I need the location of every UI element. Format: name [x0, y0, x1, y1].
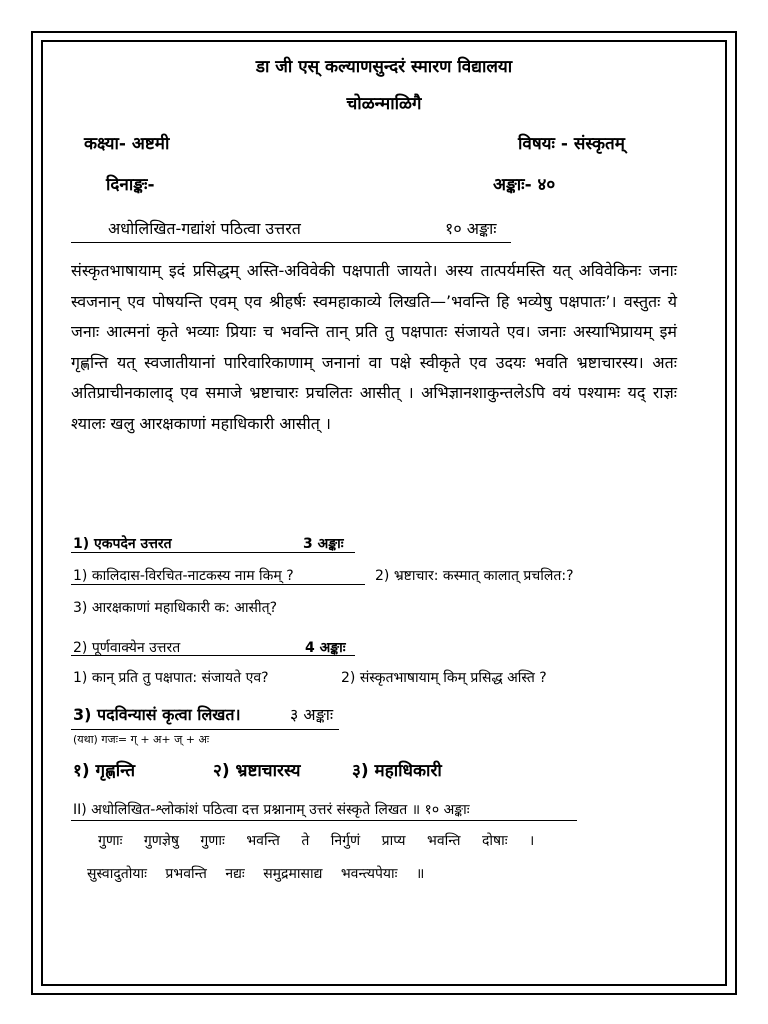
section3-underline: [71, 729, 339, 730]
subject-label: विषयः - संस्कृतम्: [518, 134, 625, 154]
section3-marks: ३ अङ्काः: [290, 705, 334, 724]
section4-underline: [71, 820, 577, 821]
section1-question-1: 1) कालिदास-विरचित-नाटकस्य नाम किम् ?: [73, 568, 294, 584]
section1-question-1-underline: [71, 584, 365, 585]
section3-title: 3) पदविन्यासं कृत्वा लिखत।: [73, 705, 241, 724]
section3-example: (यथा) गजः= ग् + अ+ ज् + अः: [73, 733, 210, 746]
school-name: डा जी एस् कल्याणसुन्दरं स्मारण विद्यालया: [255, 57, 513, 77]
section2-underline: [71, 655, 355, 656]
section2-question-2: 2) संस्कृतभाषायाम् किम् प्रसिद्ध अस्ति ?: [341, 670, 547, 686]
section1-underline: [71, 552, 355, 553]
total-marks-label: अङ्काः- ४०: [493, 175, 556, 195]
passage-heading-underline: [71, 242, 511, 243]
verse-line-2: सुस्वादुतोयाः प्रभवन्ति नद्यः समुद्रमासाद्य भवन्त्यपेयाः ॥: [87, 866, 425, 882]
passage-marks: १० अङ्काः: [445, 219, 497, 238]
class-label: कक्ष्या- अष्टमी: [84, 134, 170, 154]
section2-title: 2) पूर्णवाक्येन उत्तरत: [73, 640, 181, 656]
section1-question-3: 3) आरक्षकाणां महाधिकारी क: आसीत्?: [73, 600, 278, 616]
section1-marks: 3 अङ्काः: [303, 536, 344, 552]
section1-question-2: 2) भ्रष्टाचार: कस्मात् कालात् प्रचलित:?: [375, 568, 574, 584]
school-place: चोळन्माळिगै: [346, 94, 422, 114]
section2-marks: 4 अङ्काः: [305, 640, 346, 656]
verse-line-1: गुणाः गुणज्ञेषु गुणाः भवन्ति ते निर्गुणं प्राप्य भवन्ति दोषाः ।: [98, 833, 535, 849]
section4-title: II) अधोलिखित-श्लोकांशं पठित्वा दत्त प्रश्नानाम् उत्तरं संस्कृते लिखत ॥ १० अङ्काः: [73, 802, 470, 818]
passage-heading: अधोलिखित-गद्यांशं पठित्वा उत्तरत: [108, 219, 301, 238]
section3-word-2: २) भ्रष्टाचारस्य: [213, 761, 301, 781]
section3-word-3: ३) महाधिकारी: [352, 761, 442, 781]
section1-title: 1) एकपदेन उत्तरत: [73, 536, 172, 552]
section2-question-1: 1) कान् प्रति तु पक्षपात: संजायते एव?: [73, 670, 269, 686]
section3-word-1: १) गृह्णन्ति: [73, 761, 136, 781]
date-label: दिनाङ्कः-: [106, 175, 155, 195]
passage-text: संस्कृतभाषायाम् इदं प्रसिद्धम् अस्ति-अविवेकी पक्षपाती जायते। अस्य तात्पर्यमस्ति यत् अविवेकिनः जनाः स्वजनान् एव पोषयन्ति एवम् एव श्रीहर्षः स्वमहाकाव्ये लिखति—’भवन्ति हि भव्येषु पक्षपातः’। वस्तुतः ये जनाः आत्मनां कृते भव्याः प्रियाः च भवन्ति तान् प्रति तु पक्षपातः संजायते एव। जनाः अस्याभिप्रायम् इमं गृह्णन्ति यत् स्वजातीयानां पारिवारिकाणाम् जनानां वा पक्षे स्वीकृते एव उदयः भवति भ्रष्टाचारस्य। अतः अतिप्राचीनकालाद् एव समाजे भ्रष्टाचारः प्रचलितः आसीत् । अभिज्ञानशाकुन्तलेऽपि वयं पश्यामः यद् राज्ञः श्यालः खलु आरक्षकाणां महाधिकारी आसीत् ।: [71, 261, 677, 433]
